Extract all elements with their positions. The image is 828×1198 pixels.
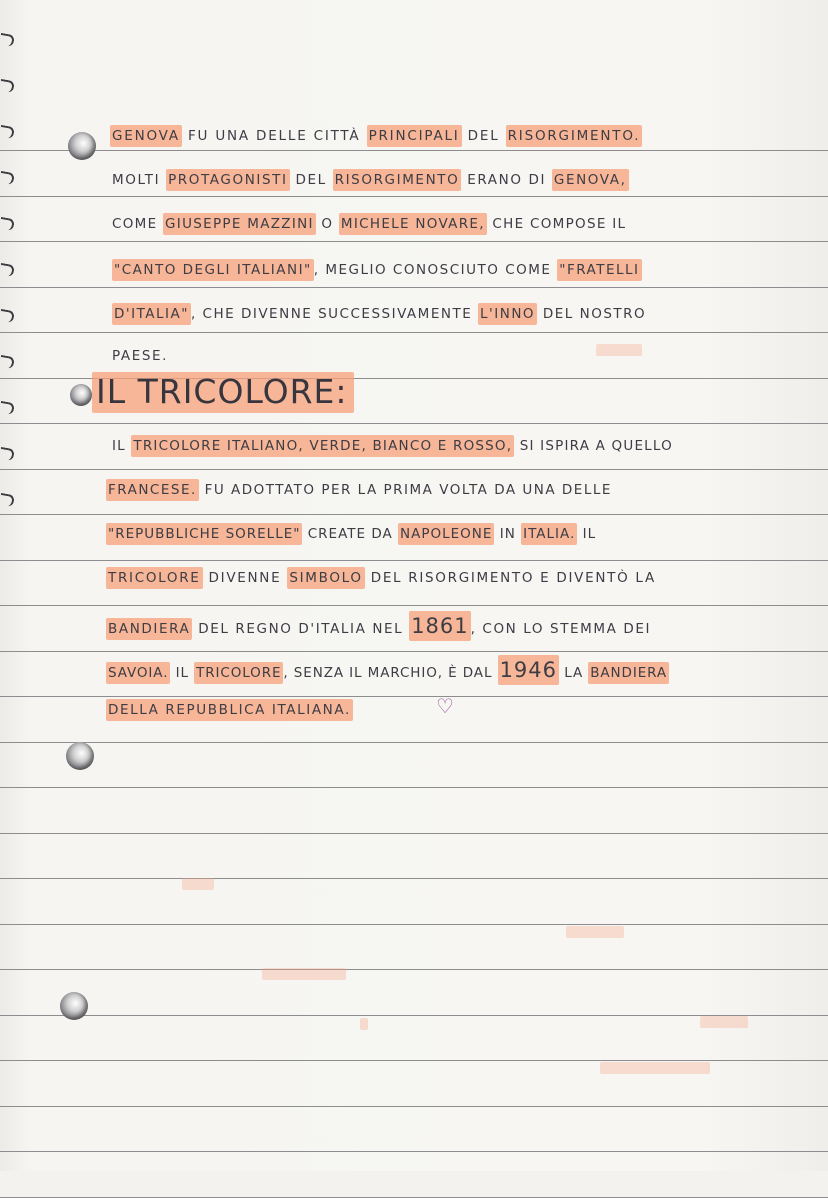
text-line	[106, 482, 612, 498]
text-line	[112, 348, 168, 364]
text-segment: DEL RISORGIMENTO E DIVENTÒ LA	[364, 570, 656, 586]
punch-hole-icon	[66, 742, 94, 770]
text-segment: SI ISPIRA A QUELLO	[514, 438, 673, 454]
highlighted-text: PRINCIPALI	[367, 125, 462, 147]
spiral-ring	[0, 309, 15, 323]
text-segment: DEL NOSTRO	[537, 306, 647, 322]
text-segment: FU UNA DELLE CITTÀ	[181, 128, 367, 144]
highlighted-text: TRICOLORE ITALIANO, VERDE, BIANCO E ROSSO,	[131, 435, 514, 457]
spiral-ring	[0, 493, 15, 507]
highlighted-text: GENOVA	[110, 125, 182, 147]
heading-highlight: IL TRICOLORE:	[92, 372, 354, 413]
punch-hole-icon	[70, 384, 92, 406]
text-segment: DIVENNE	[202, 570, 288, 586]
ruled-line	[0, 287, 828, 288]
ruled-line	[0, 196, 828, 197]
text-segment: MOLTI	[112, 172, 167, 188]
text-segment: COME	[112, 216, 164, 232]
ruled-line	[0, 514, 828, 515]
highlighted-text: RISORGIMENTO.	[506, 125, 643, 147]
text-segment: , CON LO STEMMA DEI	[470, 621, 652, 637]
spiral-ring	[0, 171, 15, 185]
spiral-ring	[0, 355, 15, 369]
spiral-ring	[0, 263, 15, 277]
ruled-line	[0, 651, 828, 652]
ruled-line	[0, 924, 828, 925]
text-line	[112, 216, 626, 232]
text-segment: IL	[577, 526, 597, 542]
ruled-line	[0, 423, 828, 424]
text-line	[106, 526, 596, 542]
highlighted-text: FRANCESE.	[106, 479, 199, 501]
text-segment: IN	[494, 526, 522, 542]
ruled-line	[0, 1106, 828, 1107]
highlighted-text: SIMBOLO	[287, 567, 364, 589]
text-line	[110, 128, 642, 144]
highlighted-text: D'ITALIA"	[112, 303, 191, 325]
text-line	[112, 172, 629, 188]
ruled-line	[0, 332, 828, 333]
text-segment: O	[315, 216, 339, 232]
highlighted-text: NAPOLEONE	[398, 523, 494, 545]
ruled-line	[0, 469, 828, 470]
ruled-line	[0, 150, 828, 151]
text-segment: IL	[170, 665, 195, 681]
spiral-ring	[0, 79, 15, 93]
text-segment: DEL	[289, 172, 333, 188]
ruled-line	[0, 1060, 828, 1061]
highlighted-text: L'INNO	[478, 303, 537, 325]
text-segment: , SENZA IL MARCHIO, È DAL	[283, 665, 498, 681]
text-segment: , MEGLIO CONOSCIUTO COME	[313, 262, 558, 278]
ruled-line	[0, 696, 828, 697]
text-segment: LA	[559, 665, 589, 681]
highlighted-text: 1861	[409, 611, 470, 641]
text-segment: PAESE.	[112, 348, 169, 364]
highlighted-text: BANDIERA	[106, 618, 192, 640]
text-segment: DEL REGNO D'ITALIA NEL	[192, 621, 410, 637]
highlighted-text: GENOVA,	[552, 169, 629, 191]
ruled-line	[0, 969, 828, 970]
highlighted-text: BANDIERA	[588, 662, 669, 684]
ruled-line	[0, 605, 828, 606]
text-segment: FU ADOTTATO PER LA PRIMA VOLTA DA UNA DELLE	[198, 482, 612, 498]
text-line	[106, 614, 651, 638]
highlighted-text: TRICOLORE	[194, 662, 283, 684]
text-segment: IL	[112, 438, 132, 454]
section-heading	[92, 372, 354, 411]
text-line	[112, 306, 646, 322]
spiral-ring	[0, 447, 15, 461]
text-segment: , CHE DIVENNE SUCCESSIVAMENTE	[190, 306, 479, 322]
highlighted-text: GIUSEPPE MAZZINI	[163, 213, 316, 235]
spiral-ring	[0, 217, 15, 231]
spiral-ring	[0, 33, 15, 47]
highlighted-text: TRICOLORE	[106, 567, 203, 589]
ruled-line	[0, 560, 828, 561]
text-line	[106, 702, 353, 718]
text-segment: CREATE DA	[302, 526, 399, 542]
text-line	[106, 658, 669, 682]
text-segment: DEL	[461, 128, 506, 144]
highlighted-text: RISORGIMENTO	[333, 169, 462, 191]
punch-hole-icon	[68, 132, 96, 160]
ruled-line	[0, 1151, 828, 1152]
spiral-ring	[0, 401, 15, 415]
text-line	[112, 262, 642, 278]
punch-hole-icon	[60, 992, 88, 1020]
highlighted-text: DELLA REPUBBLICA ITALIANA.	[106, 699, 353, 721]
ruled-line	[0, 787, 828, 788]
ruled-line	[0, 742, 828, 743]
highlighted-text: ITALIA.	[521, 523, 577, 545]
text-segment: CHE COMPOSE IL	[486, 216, 627, 232]
highlighted-text: SAVOIA.	[106, 662, 170, 684]
highlighted-text: 1946	[498, 655, 559, 685]
ruled-line	[0, 878, 828, 879]
highlighted-text: "FRATELLI	[557, 259, 641, 281]
highlighted-text: "CANTO DEGLI ITALIANI"	[112, 259, 314, 281]
highlighted-text: "REPUBBLICHE SORELLE"	[106, 523, 302, 545]
text-line	[106, 570, 656, 586]
highlighted-text: MICHELE NOVARE,	[339, 213, 487, 235]
highlighted-text: PROTAGONISTI	[166, 169, 290, 191]
text-line	[112, 438, 673, 454]
text-segment: ERANO DI	[461, 172, 552, 188]
ruled-line	[0, 833, 828, 834]
ruled-line	[0, 241, 828, 242]
ruled-line	[0, 1197, 828, 1198]
heart-icon: ♡	[436, 694, 454, 718]
spiral-ring	[0, 125, 15, 139]
